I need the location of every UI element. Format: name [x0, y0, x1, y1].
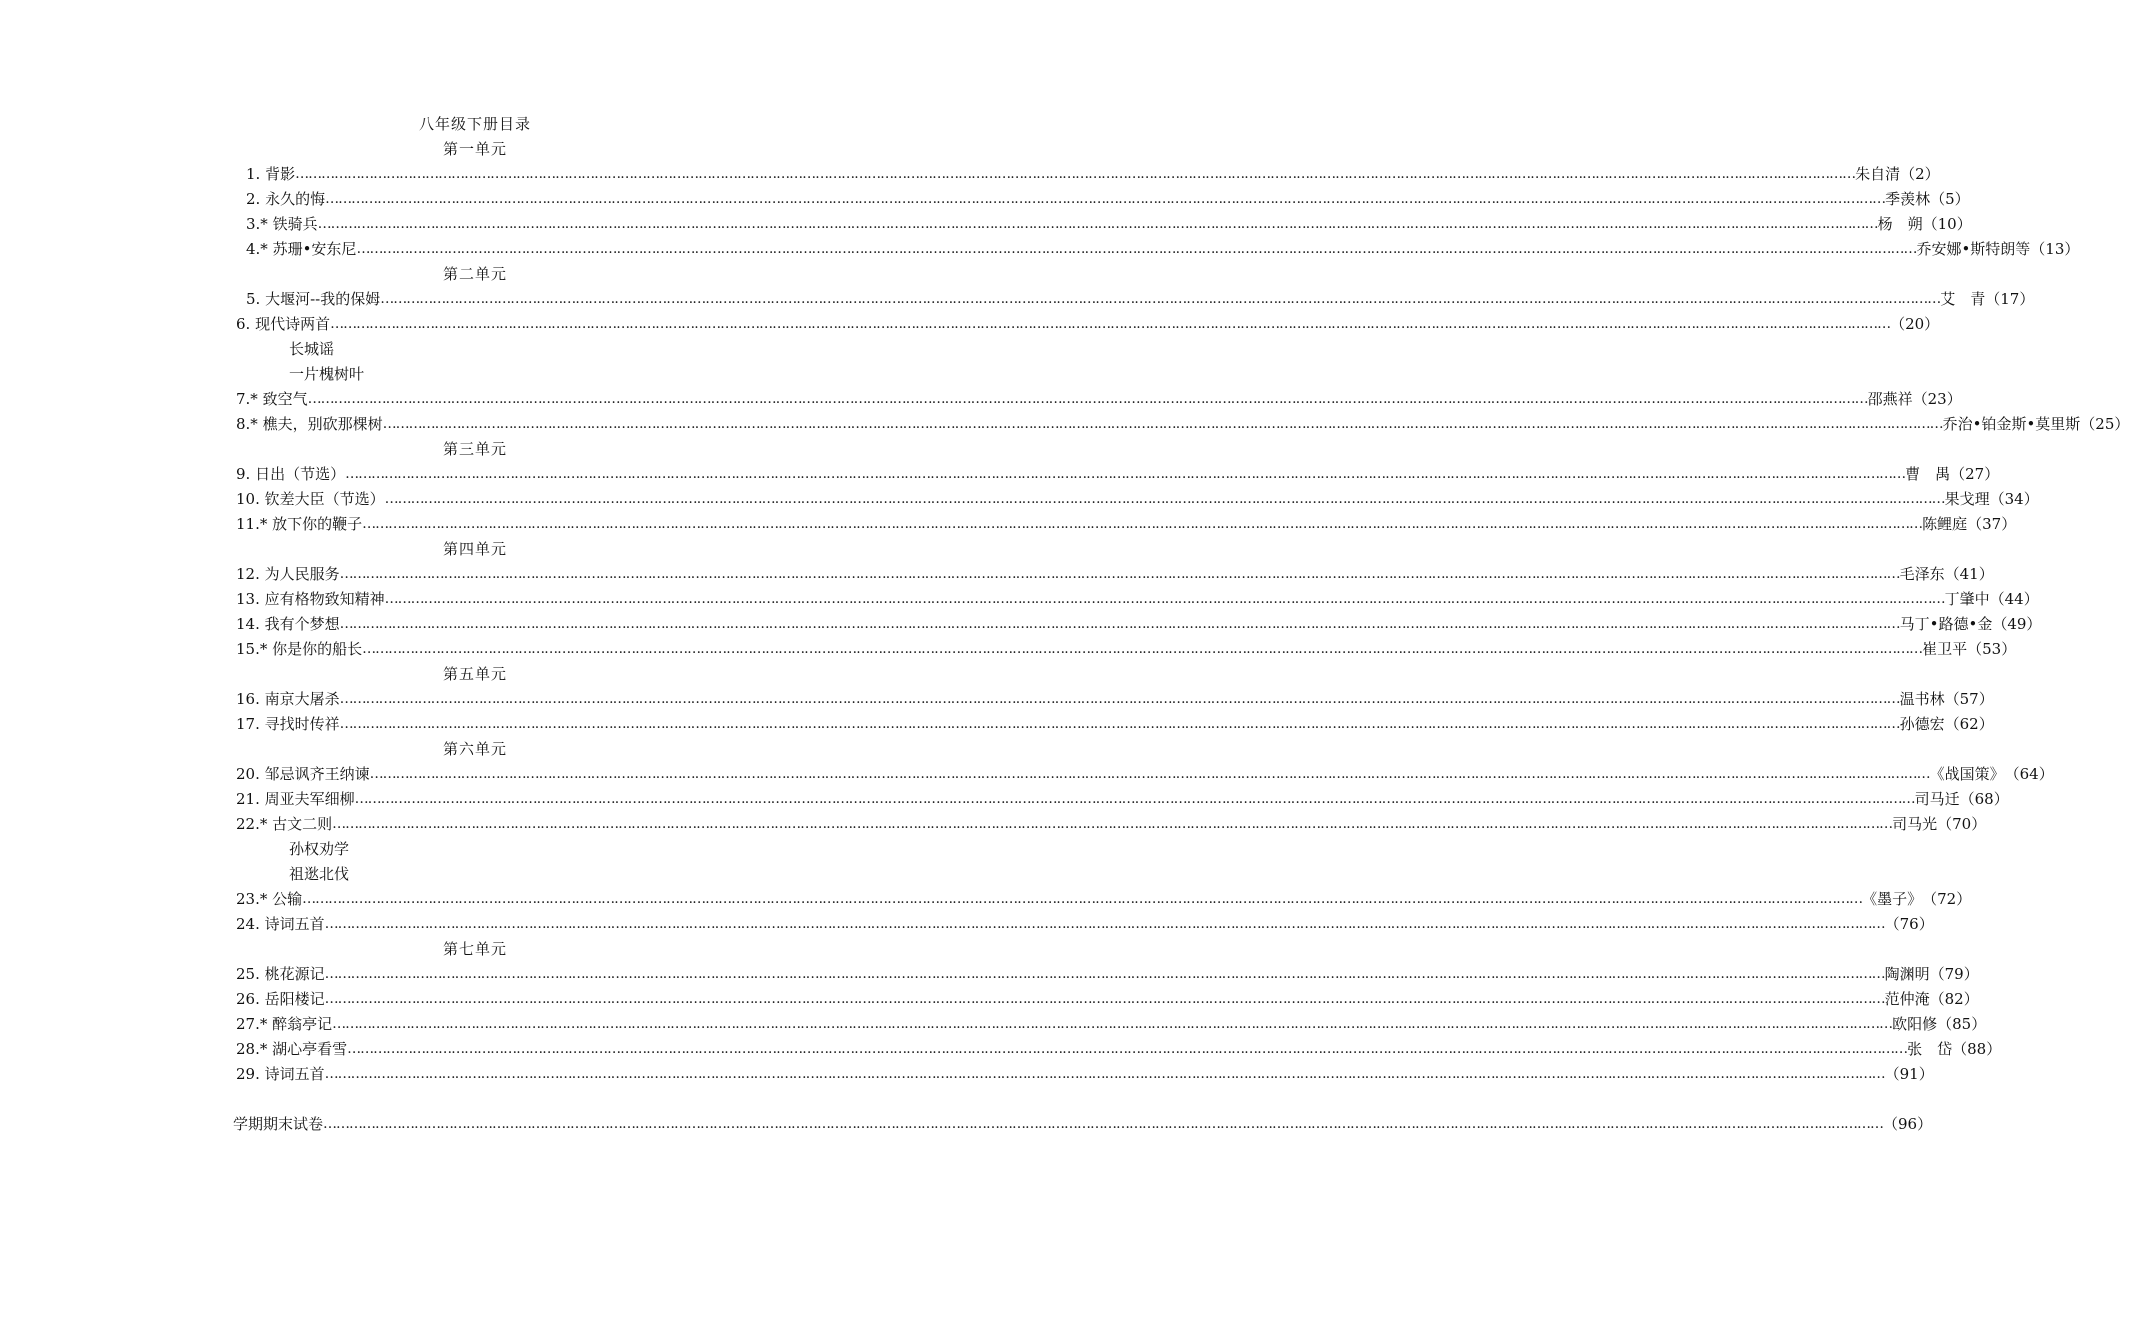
- toc-entry: [236, 637, 2017, 662]
- entry-author: 《墨子》: [1862, 890, 1923, 908]
- entry-page: （37）: [1967, 515, 2017, 533]
- unit-heading: 第六单元: [442, 740, 507, 758]
- leader-dots: ………………………………………………………………………………………………………………………………………………………………………………………………………………………………………………………………………………………………………………………………: [295, 166, 1856, 182]
- entry-page: （49）: [1992, 615, 2042, 633]
- entry-author: 杨 朔: [1877, 215, 1923, 233]
- leader-dots: ………………………………………………………………………………………………………………………………………………………………………………………………………………………………………………………………………………………………………………………………: [362, 516, 1923, 532]
- entry-author: 邵燕祥: [1867, 390, 1913, 408]
- entry-page: （53）: [1967, 640, 2017, 658]
- leader-dots: ………………………………………………………………………………………………………………………………………………………………………………………………………………………………………………………………………………………………………………………………: [324, 1066, 1885, 1082]
- toc-entry: [236, 962, 1979, 987]
- leader-dots: ………………………………………………………………………………………………………………………………………………………………………………………………………………………………………………………………………………………………………………………………: [384, 591, 1945, 607]
- entry-title: 10. 钦差大臣（节选）: [236, 490, 385, 508]
- entry-author: 司马光: [1892, 815, 1938, 833]
- entry-page: （91）: [1884, 1065, 1934, 1083]
- entry-title: 25. 桃花源记: [236, 965, 325, 983]
- toc-entry: [236, 312, 1940, 337]
- entry-page: （79）: [1929, 965, 1979, 983]
- entry-title: 学期期末试卷: [233, 1115, 324, 1133]
- leader-dots: ………………………………………………………………………………………………………………………………………………………………………………………………………………………………………………………………………………………………………………………………: [332, 816, 1893, 832]
- entry-page: （25）: [2080, 415, 2129, 433]
- entry-page: （44）: [1989, 590, 2039, 608]
- entry-page: （5）: [1930, 190, 1970, 208]
- unit-heading: 第三单元: [442, 440, 507, 458]
- leader-dots: ………………………………………………………………………………………………………………………………………………………………………………………………………………………………………………………………………………………………………………………………: [339, 566, 1900, 582]
- unit-heading: 第一单元: [442, 140, 507, 158]
- entry-title: 17. 寻找时传祥: [236, 715, 340, 733]
- leader-dots: ………………………………………………………………………………………………………………………………………………………………………………………………………………………………………………………………………………………………………………………………: [339, 716, 1900, 732]
- entry-author: 司马迁: [1914, 790, 1960, 808]
- entry-page: （62）: [1944, 715, 1994, 733]
- leader-dots: ………………………………………………………………………………………………………………………………………………………………………………………………………………………………………………………………………………………………………………………………: [354, 791, 1915, 807]
- sub-entry: 孙权劝学: [289, 840, 350, 858]
- toc-title: 八年级下册目录: [418, 115, 531, 133]
- toc-entry: [236, 562, 1994, 587]
- toc-entry-final: [233, 1112, 1933, 1137]
- entry-title: 24. 诗词五首: [236, 915, 325, 933]
- entry-title: 1. 背影: [246, 165, 296, 183]
- entry-title: 16. 南京大屠杀: [236, 690, 340, 708]
- entry-author: 张 岱: [1907, 1040, 1953, 1058]
- entry-title: 2. 永久的悔: [246, 190, 326, 208]
- entry-page: （85）: [1937, 1015, 1987, 1033]
- toc-entry: [236, 512, 2017, 537]
- entry-page: （20）: [1890, 315, 1940, 333]
- toc-entry: [236, 587, 2039, 612]
- entry-author: 毛泽东: [1899, 565, 1945, 583]
- entry-author: 艾 青: [1940, 290, 1986, 308]
- entry-author: 崔卫平: [1922, 640, 1968, 658]
- toc-entry: [236, 787, 2009, 812]
- leader-dots: ………………………………………………………………………………………………………………………………………………………………………………………………………………………………………………………………………………………………………………………………: [356, 241, 1917, 257]
- entry-author: 欧阳修: [1892, 1015, 1938, 1033]
- leader-dots: ………………………………………………………………………………………………………………………………………………………………………………………………………………………………………………………………………………………………………………………………: [369, 766, 1930, 782]
- entry-title: 15.* 你是你的船长: [236, 640, 363, 658]
- entry-page: （96）: [1883, 1115, 1933, 1133]
- entry-author: 马丁•路德•金: [1899, 615, 1993, 633]
- toc-entry: [236, 462, 2000, 487]
- toc-entry: [236, 712, 1994, 737]
- entry-author: 丁肇中: [1944, 590, 1990, 608]
- leader-dots: ………………………………………………………………………………………………………………………………………………………………………………………………………………………………………………………………………………………………………………………………: [339, 616, 1900, 632]
- entry-page: （88）: [1952, 1040, 2002, 1058]
- toc-entry: [236, 1012, 1987, 1037]
- toc-entry: [236, 887, 1972, 912]
- toc-entry: [236, 1062, 1934, 1087]
- toc-entry: [236, 762, 2054, 787]
- entry-author: 《战国策》: [1929, 765, 2005, 783]
- toc-entry: [236, 487, 2039, 512]
- entry-title: 29. 诗词五首: [236, 1065, 325, 1083]
- entry-author: 温书林: [1899, 690, 1945, 708]
- entry-title: 22.* 古文二则: [236, 815, 333, 833]
- toc-entry: [246, 162, 1940, 187]
- entry-title: 12. 为人民服务: [236, 565, 340, 583]
- entry-author: 曹 禺: [1905, 465, 1951, 483]
- entry-title: 13. 应有格物致知精神: [236, 590, 385, 608]
- entry-author: 果戈理: [1944, 490, 1990, 508]
- entry-page: （68）: [1959, 790, 2009, 808]
- entry-page: （76）: [1884, 915, 1934, 933]
- entry-author: 乔安娜•斯特朗等: [1916, 240, 2031, 258]
- leader-dots: ………………………………………………………………………………………………………………………………………………………………………………………………………………………………………………………………………………………………………………………………: [347, 1041, 1908, 1057]
- entry-title: 27.* 醉翁亭记: [236, 1015, 333, 1033]
- toc-entry: [236, 812, 1987, 837]
- leader-dots: ………………………………………………………………………………………………………………………………………………………………………………………………………………………………………………………………………………………………………………………………: [324, 991, 1885, 1007]
- entry-author: 孙德宏: [1899, 715, 1945, 733]
- entry-title: 3.* 铁骑兵: [246, 215, 318, 233]
- entry-page: （41）: [1944, 565, 1994, 583]
- entry-page: （27）: [1950, 465, 2000, 483]
- unit-heading: 第四单元: [442, 540, 507, 558]
- sub-entry: 祖逖北伐: [289, 865, 350, 883]
- entry-page: （13）: [2030, 240, 2080, 258]
- entry-page: （10）: [1922, 215, 1972, 233]
- entry-title: 23.* 公输: [236, 890, 303, 908]
- toc-entry: [236, 987, 1979, 1012]
- leader-dots: ………………………………………………………………………………………………………………………………………………………………………………………………………………………………………………………………………………………………………………………………: [362, 641, 1923, 657]
- toc-entry: [246, 287, 2035, 312]
- entry-title: 4.* 苏珊•安东尼: [246, 240, 357, 258]
- entry-title: 9. 日出（节选）: [236, 465, 346, 483]
- entry-title: 20. 邹忌讽齐王纳谏: [236, 765, 370, 783]
- leader-dots: ………………………………………………………………………………………………………………………………………………………………………………………………………………………………………………………………………………………………………………………………: [324, 916, 1885, 932]
- entry-page: （34）: [1989, 490, 2039, 508]
- leader-dots: ………………………………………………………………………………………………………………………………………………………………………………………………………………………………………………………………………………………………………………………………: [345, 466, 1906, 482]
- entry-page: （2）: [1900, 165, 1940, 183]
- entry-page: （64）: [2004, 765, 2054, 783]
- entry-title: 14. 我有个梦想: [236, 615, 340, 633]
- leader-dots: ………………………………………………………………………………………………………………………………………………………………………………………………………………………………………………………………………………………………………………………………: [325, 191, 1886, 207]
- toc-entry: [236, 687, 1994, 712]
- toc-entry: [236, 912, 1934, 937]
- entry-title: 21. 周亚夫军细柳: [236, 790, 355, 808]
- leader-dots: ………………………………………………………………………………………………………………………………………………………………………………………………………………………………………………………………………………………………………………………………: [323, 1116, 1884, 1132]
- entry-author: 陈鲤庭: [1922, 515, 1968, 533]
- leader-dots: ………………………………………………………………………………………………………………………………………………………………………………………………………………………………………………………………………………………………………………………………: [380, 291, 1941, 307]
- entry-author: 乔治•铂金斯•莫里斯: [1942, 415, 2081, 433]
- entry-title: 26. 岳阳楼记: [236, 990, 325, 1008]
- sub-entry: 一片槐树叶: [289, 365, 365, 383]
- entry-title: 28.* 湖心亭看雪: [236, 1040, 348, 1058]
- leader-dots: ………………………………………………………………………………………………………………………………………………………………………………………………………………………………………………………………………………………………………………………………: [339, 691, 1900, 707]
- toc-entry: [236, 412, 2129, 437]
- entry-page: （72）: [1922, 890, 1972, 908]
- leader-dots: ………………………………………………………………………………………………………………………………………………………………………………………………………………………………………………………………………………………………………………………………: [324, 966, 1885, 982]
- entry-author: 朱自清: [1855, 165, 1901, 183]
- entry-page: （70）: [1937, 815, 1987, 833]
- toc-entry: [236, 387, 1962, 412]
- unit-heading: 第七单元: [442, 940, 507, 958]
- entry-title: 7.* 致空气: [236, 390, 308, 408]
- leader-dots: ………………………………………………………………………………………………………………………………………………………………………………………………………………………………………………………………………………………………………………………………: [317, 216, 1878, 232]
- leader-dots: ………………………………………………………………………………………………………………………………………………………………………………………………………………………………………………………………………………………………………………………………: [330, 316, 1891, 332]
- entry-author: 范仲淹: [1884, 990, 1930, 1008]
- entry-title: 8.* 樵夫，别砍那棵树: [236, 415, 383, 433]
- entry-page: （23）: [1912, 390, 1962, 408]
- leader-dots: ………………………………………………………………………………………………………………………………………………………………………………………………………………………………………………………………………………………………………………………………: [332, 1016, 1893, 1032]
- toc-entry: [236, 1037, 2002, 1062]
- entry-author: 陶渊明: [1884, 965, 1930, 983]
- entry-page: （17）: [1985, 290, 2035, 308]
- entry-author: 季羡林: [1885, 190, 1931, 208]
- leader-dots: ………………………………………………………………………………………………………………………………………………………………………………………………………………………………………………………………………………………………………………………………: [307, 391, 1868, 407]
- toc-entry: [236, 612, 2042, 637]
- leader-dots: ………………………………………………………………………………………………………………………………………………………………………………………………………………………………………………………………………………………………………………………………: [384, 491, 1945, 507]
- unit-heading: 第二单元: [442, 265, 507, 283]
- entry-title: 5. 大堰河--我的保姆: [246, 290, 381, 308]
- leader-dots: ………………………………………………………………………………………………………………………………………………………………………………………………………………………………………………………………………………………………………………………………: [382, 416, 1943, 432]
- sub-entry: 长城谣: [289, 340, 335, 358]
- toc-entry: [246, 237, 2080, 262]
- unit-heading: 第五单元: [442, 665, 507, 683]
- toc-entry: [246, 187, 1970, 212]
- entry-title: 11.* 放下你的鞭子: [236, 515, 363, 533]
- entry-page: （82）: [1929, 990, 1979, 1008]
- entry-page: （57）: [1944, 690, 1994, 708]
- leader-dots: ………………………………………………………………………………………………………………………………………………………………………………………………………………………………………………………………………………………………………………………………: [302, 891, 1863, 907]
- toc-entry: [246, 212, 1972, 237]
- entry-title: 6. 现代诗两首: [236, 315, 331, 333]
